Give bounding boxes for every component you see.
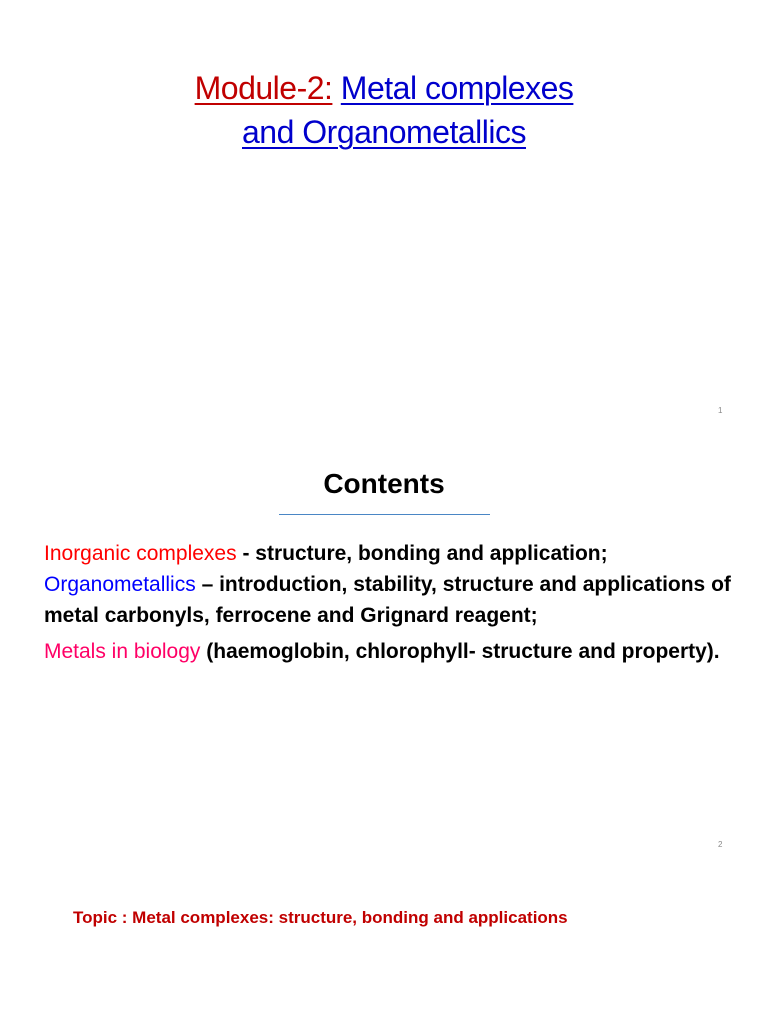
slide-title [0,66,768,154]
item-text: – introduction, stability, structure and applications of metal carbonyls, ferrocene and Grignard reagent; [44,573,731,627]
topic-line [73,908,568,928]
slide-2 [0,434,768,868]
title-topic-line1: Metal complexes [340,70,574,106]
topic-suffix: : structure, bonding and applications [268,908,568,927]
item-label: Inorganic complexes [44,542,237,565]
page-number: 1 [718,406,723,415]
contents-heading: Contents [323,468,445,499]
item-text: (haemoglobin, chlorophyll- structure and property). [200,640,720,663]
title-module-label: Module-2: [194,70,333,106]
page-number: 2 [718,840,723,849]
title-topic-line2: and Organometallics [242,114,526,150]
slide-1 [0,0,768,434]
heading-divider [279,514,490,515]
contents-item-biology [44,636,744,667]
topic-prefix: Topic : Metal complexes [73,908,269,927]
contents-item-organometallics [44,569,744,631]
slide-3 [0,868,768,1024]
item-label: Organometallics [44,573,196,596]
contents-item-inorganic [44,538,744,569]
item-label: Metals in biology [44,640,201,663]
item-text: - structure, bonding and application; [236,542,608,565]
